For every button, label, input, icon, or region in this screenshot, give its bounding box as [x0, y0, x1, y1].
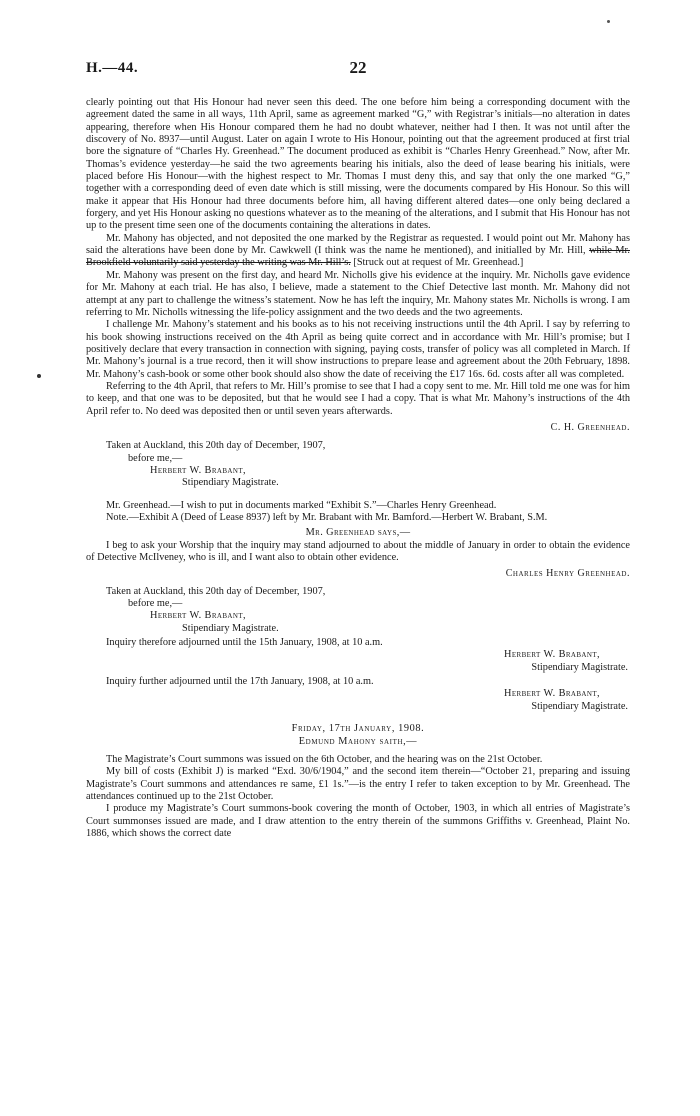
margin-mark	[607, 20, 610, 23]
magistrate-title: Stipendiary Magistrate.	[182, 477, 279, 489]
struck-note: [Struck out at request of Mr. Greenhead.]	[350, 257, 524, 269]
greenhead-says-heading: Mr. Greenhead says,—	[305, 527, 411, 539]
margin-dot	[37, 374, 41, 378]
paragraph-note: Note.—Exhibit A (Deed of Lease 8937) left by Mr. Brabant with Mr. Bamford.—Herbert W. Brabant, S.M.	[106, 512, 548, 523]
page-number: 22	[349, 58, 367, 77]
paragraph-bill-of-costs: My bill of costs (Exhibit J) is marked “Exd. 30/6/1904,” and the second item therein—“October 21, preparing and issuing Magistrate’s Court summons and attendances re same, £1 1s.”—is the entry I refer to taken exception to by Mr. Greenhead. The attendances continued up to the 21st October.	[86, 766, 630, 802]
paragraph-adjourn-request: I beg to ask your Worship that the inquiry may stand adjourned to about the middle of January in order to obtain the evidence of Detective McIlveney, who is ill, and I want also to obtain other evidence.	[86, 539, 630, 564]
jurat-before-me-2: before me,—	[128, 598, 183, 610]
struck-out-text: while Mr. Brookfield voluntarily said yesterday the writing was Mr. Hill’s.	[86, 245, 630, 269]
adjournment-2: Inquiry further adjourned until the 17th January, 1908, at 10 a.m.	[106, 676, 374, 688]
jurat-before-me: before me,—	[128, 452, 183, 464]
session-date-heading: Friday, 17th January, 1908.	[291, 723, 425, 735]
paragraph-comparison: clearly pointing out that His Honour had never seen this deed. The one before him being a corresponding document with the agreement dated the same in all ways, 11th April, same as agreement marked “G,” with Registrar’s initials—no alteration in dates appearing, therefore when His Honour compared them he had no doubt whatever, neither had I then. It was not until after the discovery of No. 8937—until August. Later on again I wrote to His Honour, pointing out that the agreement produced at first trial bore the signature of “Charles Hy. Greenhead.” The document produced as exhibit is “Charles Henry Greenhead.” Now, after Mr. Thomas’s evidence yesterday—he said the two agreements bearing his initials, also the deed of lease bearing his initials, were placed before His Honour—with the highest respect to Mr. Thomas I must deny this, and say that only the one marked “G,” together with a corresponding deed of even date which is still missing, were the documents compared by His Honour. So this will make it appear that His Honour had three documents before him, all having different altered dates—one only being declared a forgery, and yet His Honour asking no questions whatever as to the meaning of the alterations, and I submit that His Honour has not up to the present time seen one of the documents containing the alterations in dates.	[86, 97, 630, 232]
magistrate-name-4: Herbert W. Brabant,	[504, 688, 600, 700]
paragraph-nicholls: Mr. Mahony was present on the first day, and heard Mr. Nicholls give his evidence at the inquiry. Mr. Nicholls gave evidence for Mr. Mahony at each trial. He has also, I believe, made a statement to the Chief Detective last month. Mr. Mahony did not attempt at any part to challenge the witness’s statement. Now he has left the inquiry, Mr. Mahony states Mr. Nicholls is wrong. I am referring to Mr. Nicholls witnessing the life-policy assignment and the two deeds and the two agreements.	[86, 269, 630, 318]
jurat-place-date: Taken at Auckland, this 20th day of December, 1907,	[106, 440, 326, 452]
objection-text: Mr. Mahony has objected, and not deposited the one marked by the Registrar as requested. I would point out Mr. Mahony has said the alterations have been done by Mr. Cawkwell (I think was the name he mentioned), and initialled by Mr. Hill,	[86, 232, 630, 257]
jurat-place-date-2: Taken at Auckland, this 20th day of December, 1907,	[106, 585, 326, 597]
paragraph-summons-book: I produce my Magistrate’s Court summons-book covering the month of October, 1903, in which all entries of Magistrate’s Court summonses issued are made, and I draw attention to the entry therein of the summons Griffiths v. Greenhead, Plaint No. 1886, which shows the correct date	[86, 803, 630, 839]
magistrate-title-4: Stipendiary Magistrate.	[531, 700, 628, 712]
paragraph-copy: Referring to the 4th April, that refers to Mr. Hill’s promise to see that I had a copy sent to me. Mr. Hill told me one was for him to keep, and that one was to be deposited, but that he would see I had a copy. That is what Mr. Mahony’s instructions of the 4th April refer to. No deed was deposited then or until seven years afterwards.	[86, 380, 630, 417]
paragraph-objection	[86, 233, 630, 270]
magistrate-name: Herbert W. Brabant,	[150, 464, 246, 476]
magistrate-name-3: Herbert W. Brabant,	[504, 649, 600, 661]
paragraph-exhibit-s: Mr. Greenhead.—I wish to put in documents marked “Exhibit S.”—Charles Henry Greenhead.	[106, 499, 497, 511]
page-header	[86, 60, 630, 82]
document-body	[86, 97, 630, 840]
paragraph-challenge: I challenge Mr. Mahony’s statement and his books as to his not receiving instructions until the 4th April. I say by referring to his book showing instructions received on the 4th April as being quite correct and in accordance with Mr. Hill’s promise; but I positively declare that every transaction in connection with signing, paying costs, transfer of policy was all completed in March. If Mr. Mahony’s journal is a true record, then it will show instructions to prepare lease and agreement about the 20th February, 1898. Mr. Mahony’s cash-book or some other book should also show the date of receiving the £17 16s. 6d. costs after all was completed.	[86, 319, 630, 380]
witness-heading: Edmund Mahony saith,—	[298, 735, 418, 747]
document-reference: H.—44.	[86, 60, 139, 76]
signature-charles-henry-greenhead: Charles Henry Greenhead.	[505, 568, 630, 580]
signature-greenhead: C. H. Greenhead.	[550, 421, 630, 433]
magistrate-title-3: Stipendiary Magistrate.	[531, 661, 628, 673]
adjournment-1: Inquiry therefore adjourned until the 15th January, 1908, at 10 a.m.	[106, 637, 383, 649]
magistrate-name-2: Herbert W. Brabant,	[150, 610, 246, 622]
paragraph-summons: The Magistrate’s Court summons was issued on the 6th October, and the hearing was on the 21st October.	[106, 753, 543, 765]
magistrate-title-2: Stipendiary Magistrate.	[182, 622, 279, 634]
